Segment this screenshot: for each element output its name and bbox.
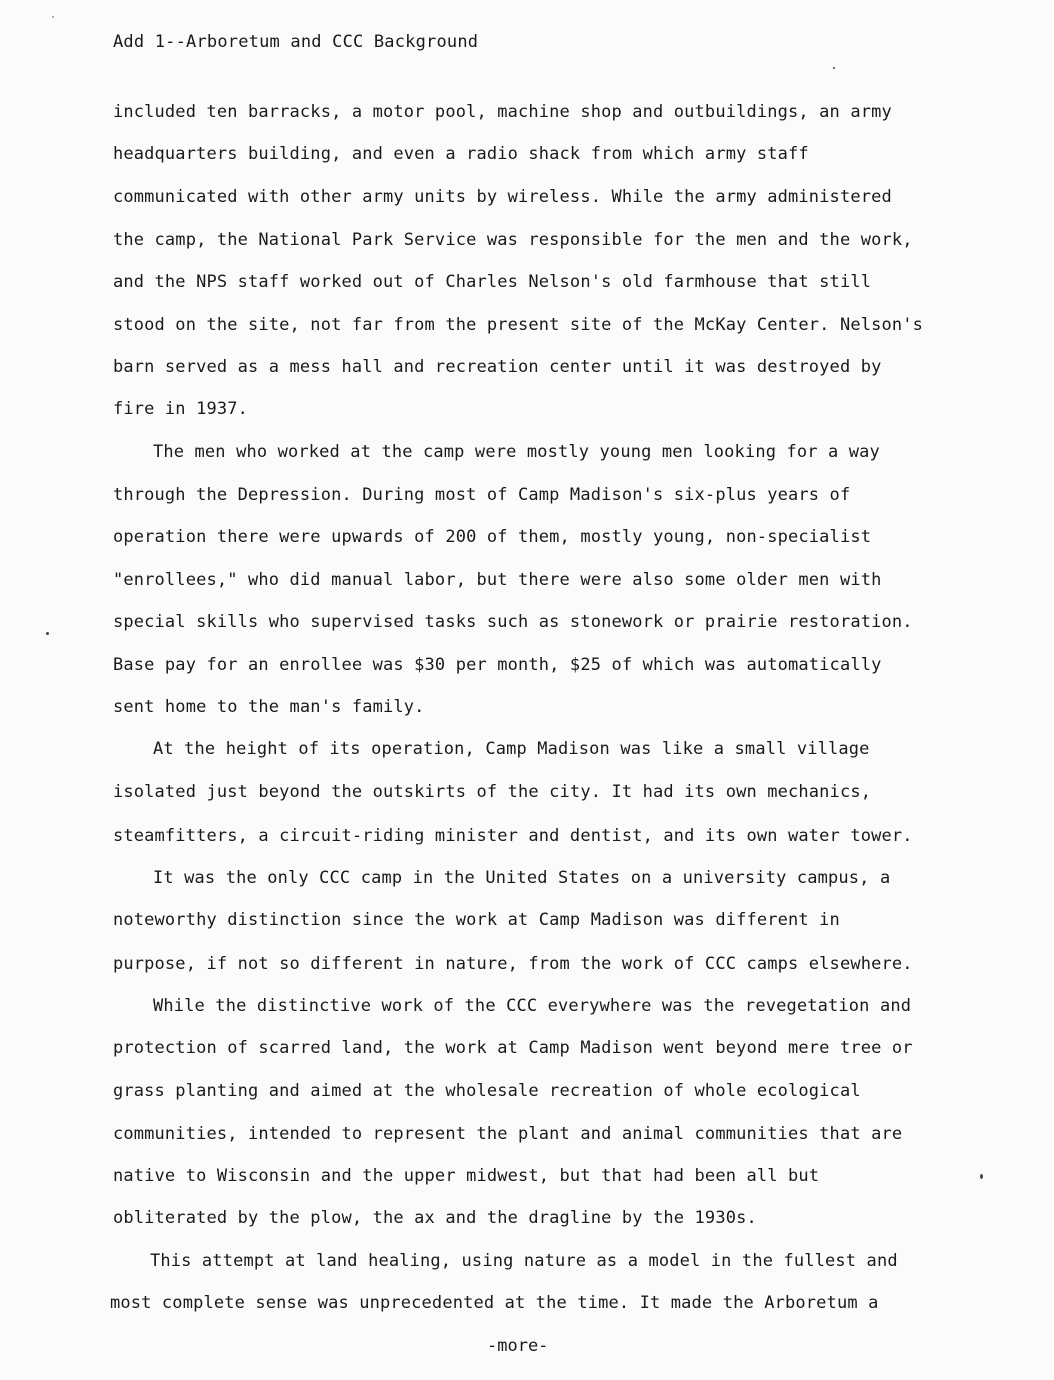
text-line: operation there were upwards of 200 of them, mostly young, non-specialist (113, 527, 872, 547)
text-line: the camp, the National Park Service was responsible for the men and the work, (113, 230, 913, 250)
text-line: At the height of its operation, Camp Madison was like a small village (153, 739, 870, 759)
text-line: purpose, if not so different in nature, from the work of CCC camps elsewhere. (113, 954, 913, 974)
text-line: protection of scarred land, the work at Camp Madison went beyond mere tree or (113, 1038, 913, 1058)
text-line: sent home to the man's family. (113, 697, 425, 717)
text-line: barn served as a mess hall and recreation center until it was destroyed by (113, 357, 882, 377)
text-line: special skills who supervised tasks such as stonework or prairie restoration. (113, 612, 913, 632)
text-line: headquarters building, and even a radio shack from which army staff (113, 144, 809, 164)
text-line: fire in 1937. (113, 399, 249, 419)
text-line: The men who worked at the camp were mostly young men looking for a way (153, 442, 880, 462)
text-line: included ten barracks, a motor pool, machine shop and outbuildings, an army (113, 102, 892, 122)
text-line: isolated just beyond the outskirts of the city. It had its own mechanics, (113, 782, 872, 802)
text-line: It was the only CCC camp in the United States on a university campus, a (153, 868, 891, 888)
text-line: While the distinctive work of the CCC everywhere was the revegetation and (153, 996, 912, 1016)
text-line: most complete sense was unprecedented at the time. It made the Arboretum a (110, 1293, 879, 1313)
text-line: communicated with other army units by wireless. While the army administered (113, 187, 892, 207)
paper-speck (52, 16, 54, 18)
page-footer: -more- (487, 1336, 549, 1356)
text-line: This attempt at land healing, using nature as a model in the fullest and (150, 1251, 898, 1271)
paper-speck (980, 1174, 983, 1179)
text-line: and the NPS staff worked out of Charles Nelson's old farmhouse that still (113, 272, 872, 292)
paper-speck (833, 67, 835, 69)
text-line: grass planting and aimed at the wholesale recreation of whole ecological (113, 1081, 861, 1101)
paper-speck (46, 632, 49, 635)
text-line: through the Depression. During most of Camp Madison's six-plus years of (113, 485, 851, 505)
text-line: communities, intended to represent the plant and animal communities that are (113, 1124, 903, 1144)
text-line: "enrollees," who did manual labor, but there were also some older men with (113, 570, 882, 590)
text-line: stood on the site, not far from the present site of the McKay Center. Nelson's (113, 315, 924, 335)
page-header: Add 1--Arboretum and CCC Background (113, 32, 479, 52)
text-line: Base pay for an enrollee was $30 per month, $25 of which was automatically (113, 655, 882, 675)
text-line: steamfitters, a circuit-riding minister and dentist, and its own water tower. (113, 826, 913, 846)
text-line: obliterated by the plow, the ax and the dragline by the 1930s. (113, 1208, 757, 1228)
text-line: noteworthy distinction since the work at Camp Madison was different in (113, 910, 840, 930)
text-line: native to Wisconsin and the upper midwest, but that had been all but (113, 1166, 820, 1186)
